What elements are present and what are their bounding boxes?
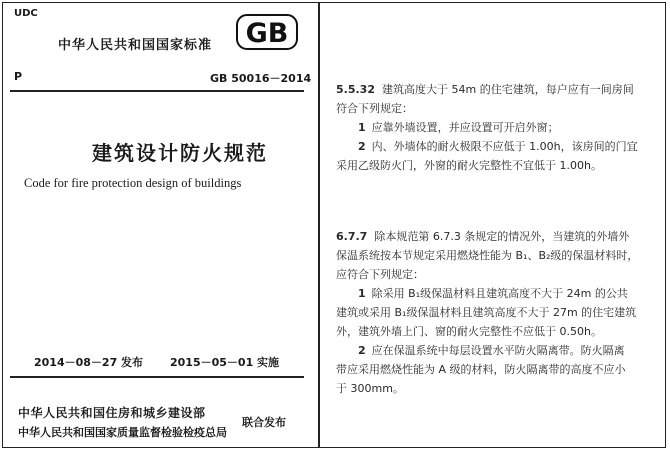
standard-org: 中华人民共和国国家标准	[58, 38, 213, 53]
list-item-continued: 采用乙级防火门，外窗的耐火完整性不宜低于 1.00h。	[336, 159, 602, 172]
top-rule	[10, 90, 304, 92]
clause-text: 建筑高度大于 54m 的住宅建筑，每户应有一间房间	[381, 83, 634, 96]
list-item: 2 应在保温系统中每层设置水平防火隔离带。防火隔离	[358, 344, 625, 357]
publisher-mohurd: 中华人民共和国住房和城乡建设部	[18, 406, 206, 420]
clause-number: 5.5.32	[336, 83, 375, 96]
gb-logo	[236, 14, 298, 50]
page-divider	[318, 2, 320, 448]
title-english: Code for fire protection design of buildings	[24, 176, 242, 190]
gb-logo-text: GB	[245, 18, 289, 49]
list-item-continued: 建筑或采用 B₁级保温材料且建筑高度不大于 27m 的住宅建筑	[336, 306, 637, 319]
list-item-continued: 外，建筑外墙上门、窗的耐火完整性不应低于 0.50h。	[336, 325, 602, 338]
standard-number: GB 50016－2014	[210, 72, 312, 85]
joint-release: 联合发布	[242, 416, 286, 429]
title-chinese: 建筑设计防火规范	[92, 141, 268, 165]
p-mark: P	[14, 70, 23, 83]
list-item: 2 内、外墙体的耐火极限不应低于 1.00h，该房间的门宜	[358, 140, 638, 153]
bottom-rule	[10, 376, 304, 378]
publisher-aqsiq: 中华人民共和国国家质量监督检验检疫总局	[18, 426, 227, 439]
clause-number: 6.7.7	[336, 230, 368, 243]
list-item-continued: 于 300mm。	[336, 382, 404, 395]
clause-5-5-32	[336, 80, 654, 175]
list-item-continued: 带应采用燃烧性能为 A 级的材料，防火隔离带的高度不应小	[336, 363, 626, 376]
clause-text: 应符合下列规定：	[336, 268, 424, 281]
clause-panel	[336, 80, 654, 398]
clause-text: 保温系统按本节规定采用燃烧性能为 B₁、B₂级的保温材料时，	[336, 249, 639, 262]
implementation-date: 2015－05－01 实施	[170, 356, 280, 369]
clause-6-7-7	[336, 227, 654, 398]
list-item: 1 应靠外墙设置，并应设置可开启外窗；	[358, 121, 559, 134]
list-item: 1 除采用 B₁级保温材料且建筑高度不大于 24m 的公共	[358, 287, 628, 300]
issue-date: 2014－08－27 发布	[34, 356, 144, 369]
clause-text: 除本规范第 6.7.3 条规定的情况外，当建筑的外墙外	[374, 230, 630, 243]
clause-text: 符合下列规定：	[336, 102, 413, 115]
udc-mark: UDC	[14, 8, 38, 19]
